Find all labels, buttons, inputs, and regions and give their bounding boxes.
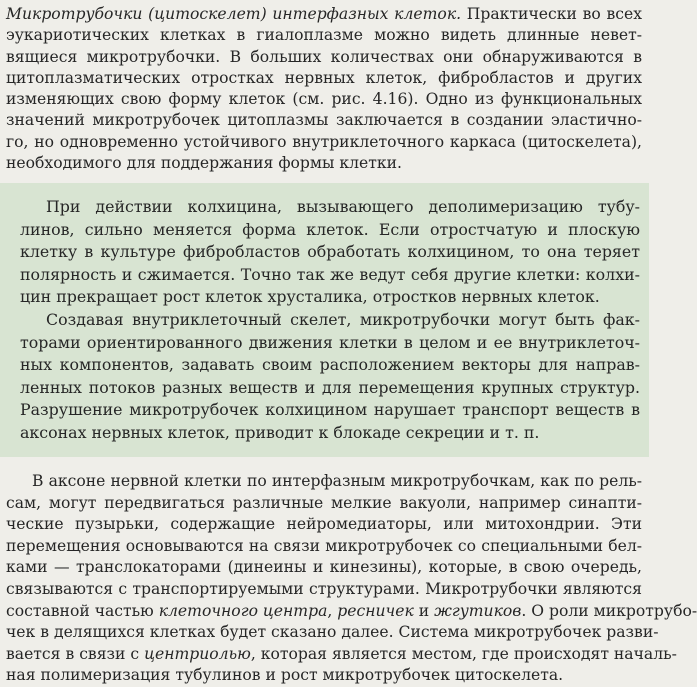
text-line: При действии колхицина, вызывающего деполимеризацию тубу- [46, 197, 640, 216]
text-line: эукариотических клетках в гиалоплазме можно видеть длинные невет- [6, 26, 642, 45]
text-line: В аксоне нервной клетки по интерфазным микротрубочкам, как по рель- [32, 472, 642, 490]
text-line: Создавая внутриклеточный скелет, микротрубочки могут быть фак- [46, 309, 640, 329]
text-line: ленных потоков разных веществ и для перемещения крупных структур. [20, 377, 640, 397]
text-line: цитоплазматических отростках нервных клеток, фибробластов и других [6, 68, 642, 87]
intro-paragraph [6, 4, 642, 174]
text-line: аксонах нервных клеток, приводит к блокаде секреции и т. п. [20, 422, 540, 442]
section-heading: Микротрубочки (цитоскелет) интерфазных клеток. [6, 5, 462, 23]
text-line: значений микротрубочек цитоплазмы заключается в создании эластично- [6, 111, 642, 130]
note-paragraph-1 [20, 196, 640, 309]
text-line: клетку в культуре фибробластов обработать колхицином, то она теряет [20, 242, 640, 262]
text-line: ная полимеризация тубулинов и рост микротрубочек цитоскелета. [6, 666, 564, 685]
text-line: вается в связи с центриолью, которая является местом, где происходят началь- [6, 644, 677, 663]
text-line: необходимого для поддержания формы клетки. [6, 154, 403, 173]
highlighted-note-box [0, 183, 649, 457]
note-paragraph-2 [20, 309, 640, 445]
text-line: вящиеся микротрубочки. В больших количествах они обнаруживаются в [6, 47, 642, 66]
text-line: ками — транслокаторами (динеины и кинезины), которые, в свою очередь, [6, 558, 642, 577]
text-line: перемещения основываются на связи микротрубочек со специальными бел- [6, 536, 642, 555]
text-line: торами ориентированного движения клетки в целом и ее внутриклеточ- [20, 332, 640, 352]
text-line: ческие пузырьки, содержащие нейромедиаторы, или митохондрии. Эти [6, 515, 642, 534]
text-line: ных компонентов, задавать своим расположением векторы для направ- [20, 355, 640, 375]
term-cilia: ресничек [337, 601, 414, 620]
text-line: линов, сильно меняется форма клеток. Если отростчатую и плоскую [20, 219, 640, 239]
term-centriole: центриолью [144, 644, 251, 663]
text-line: чек в делящихся клетках будет сказано далее. Система микротрубочек разви- [6, 623, 659, 642]
term-flagella: жгутиков [434, 601, 522, 620]
text-line: изменяющих свою форму клеток (см. рис. 4.16). Одно из функциональных [6, 90, 642, 109]
text-line: полярность и сжимается. Точно так же ведут себя другие клетки: колхи- [20, 264, 640, 284]
term-cell-center: клеточного центра [158, 601, 328, 620]
outro-paragraph [6, 471, 697, 687]
text-line: цин прекращает рост клеток хрусталика, отростков нервных клеток. [20, 287, 600, 307]
text-line: сам, могут передвигаться различные мелкие вакуоли, например синапти- [6, 493, 642, 512]
text-line: Разрушение микротрубочек колхицином нарушает транспорт веществ в [20, 400, 640, 420]
text-line: Микротрубочки (цитоскелет) интерфазных клеток. Практически во всех [6, 5, 642, 23]
text-line: связываются с транспортируемыми структурами. Микротрубочки являются [6, 579, 642, 598]
text-line: го, но одновременно устойчивого внутриклеточного каркаса (цитоскелета), [6, 132, 642, 151]
text-line: составной частью клеточного центра, ресничек и жгутиков. О роли микротрубо- [6, 601, 697, 620]
